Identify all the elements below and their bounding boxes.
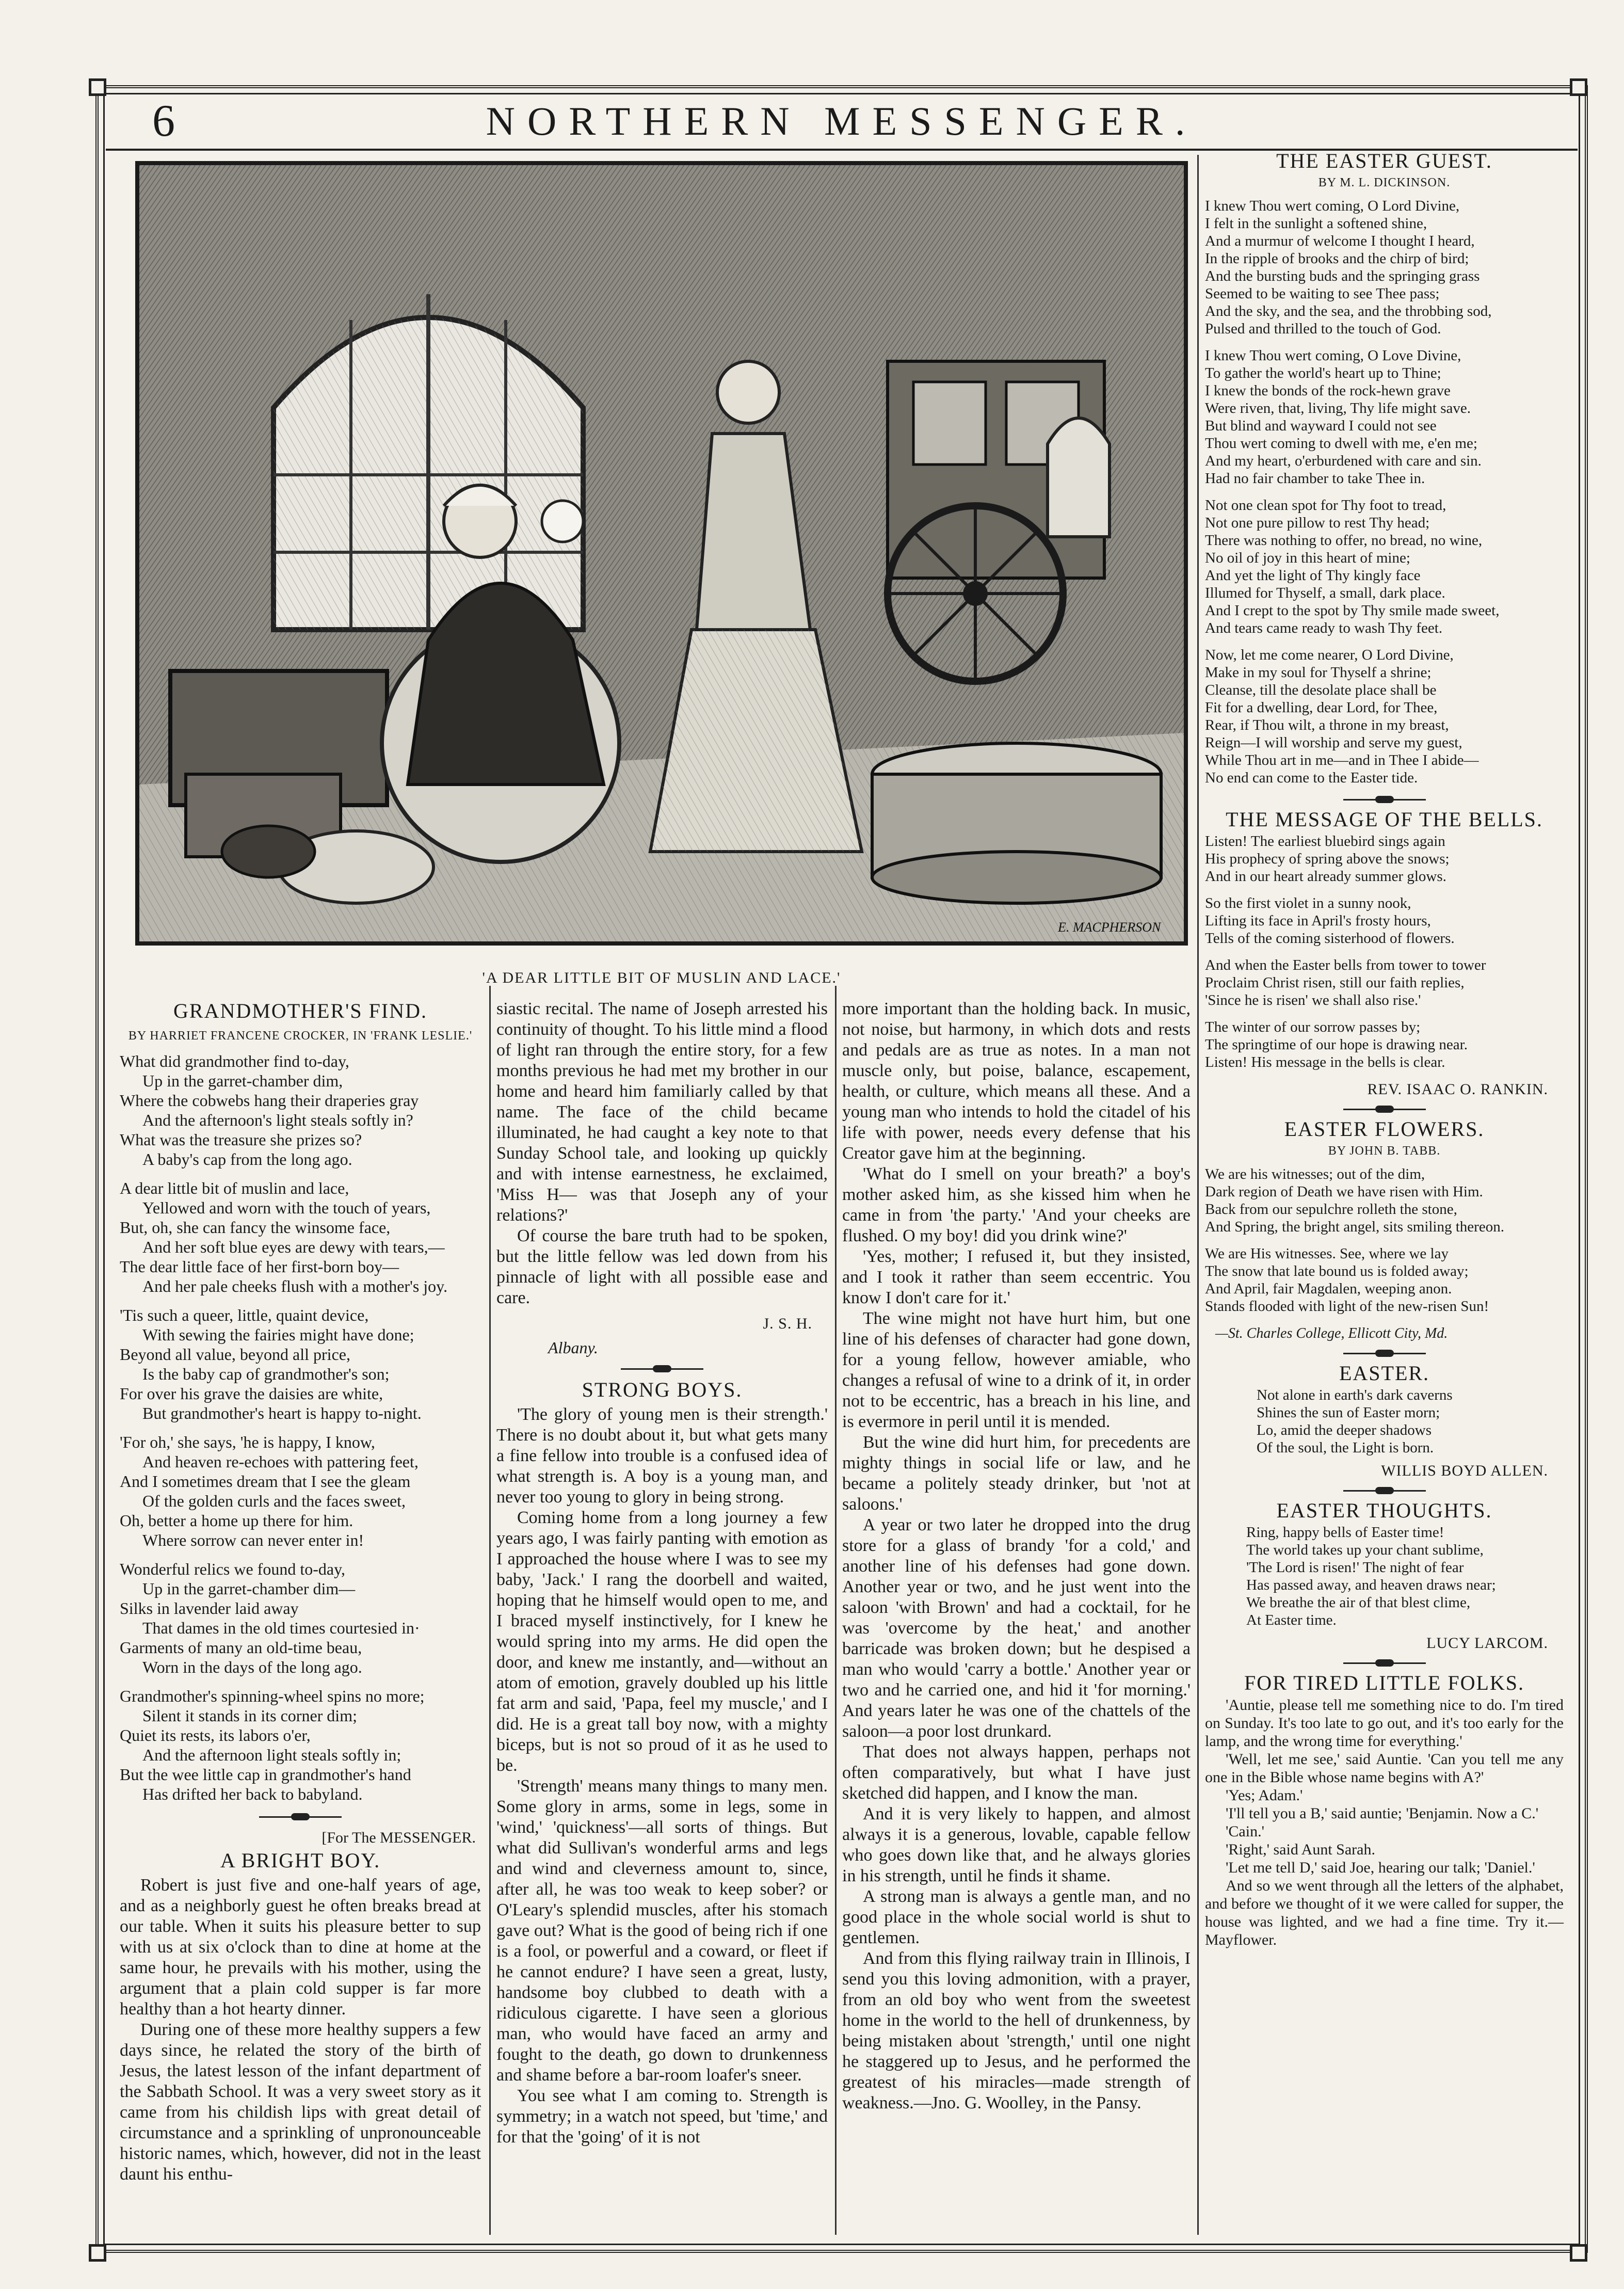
story-paragraph: Robert is just five and one-half years of age, and as a neighborly guest he often breaks bread at our table. When it suits his pleasure better to sup with us at six o'clock than to dine at home at the same hour, he prevails with his mother, using the argument that a plain cold supper is far more healthy than a hot hearty dinner. xyxy=(120,1876,481,2019)
poem-stanza xyxy=(1205,1165,1564,1236)
poem-line: And in our heart already summer glows. xyxy=(1205,868,1446,885)
poem-signature: LUCY LARCOM. xyxy=(1426,1635,1548,1652)
poem-stanza xyxy=(120,1178,481,1296)
poem-line: Pulsed and thrilled to the touch of God. xyxy=(1205,321,1441,337)
poem-line: And tears came ready to wash Thy feet. xyxy=(1205,620,1443,636)
poem-line: Wonderful relics we found to-day, xyxy=(120,1560,345,1578)
poem-line: And Spring, the bright angel, sits smiling thereon. xyxy=(1205,1219,1504,1235)
poem-line: Seemed to be waiting to see Thee pass; xyxy=(1205,285,1440,302)
poem-line: Listen! The earliest bluebird sings again xyxy=(1205,833,1445,850)
story-credit: [For The MESSENGER. xyxy=(321,1829,476,1846)
masthead xyxy=(106,95,1578,147)
story-paragraph: 'Right,' said Aunt Sarah. xyxy=(1226,1841,1375,1858)
poem-line: Not alone in earth's dark caverns xyxy=(1257,1387,1453,1403)
poem-line: I felt in the sunlight a softened shine, xyxy=(1205,215,1427,232)
poem-line: Up in the garret-chamber dim, xyxy=(142,1071,343,1090)
section-separator xyxy=(621,1365,703,1372)
poem-line: Worn in the days of the long ago. xyxy=(142,1658,362,1676)
article-paragraph: You see what I am coming to. Strength is symmetry; in a watch not speed, but 'time,' and for that the 'going' of it is not xyxy=(496,2086,828,2147)
poem-line: Oh, better a home up there for him. xyxy=(120,1511,353,1530)
article-paragraph: 'The glory of young men is their strength.' There is no doubt about it, but what gets many a fine fellow into trouble is a confused idea of what strength is. A boy is a young man, and never too young to glory in being strong. xyxy=(496,1405,828,1507)
poem-line: Not one clean spot for Thy foot to tread, xyxy=(1205,497,1446,514)
poem-line: At Easter time. xyxy=(1246,1612,1337,1628)
poem-line: I knew the bonds of the rock-hewn grave xyxy=(1205,382,1451,399)
poem-line: And the sky, and the sea, and the throbbing sod, xyxy=(1205,303,1492,319)
poem-message-of-bells xyxy=(1205,833,1564,1071)
poem-line: Cleanse, till the desolate place shall be xyxy=(1205,682,1437,698)
poem-line: But the wee little cap in grandmother's hand xyxy=(120,1765,411,1784)
poem-line: And my heart, o'erburdened with care and sin. xyxy=(1205,453,1482,469)
poem-line: Lo, amid the deeper shadows xyxy=(1257,1422,1432,1438)
poem-line: But blind and wayward I could not see xyxy=(1205,418,1437,434)
section-separator xyxy=(259,1813,342,1820)
poem-title-grandmothers-find: GRANDMOTHER'S FIND. xyxy=(173,999,427,1022)
section-separator xyxy=(1343,1106,1426,1113)
poem-line: Not one pure pillow to rest Thy head; xyxy=(1205,515,1430,531)
engraving-scene xyxy=(139,165,1184,941)
poem-line: The springtime of our hope is drawing near. xyxy=(1205,1036,1468,1053)
poem-line: 'For oh,' she says, 'he is happy, I know, xyxy=(120,1433,375,1451)
column-rule xyxy=(489,986,491,2235)
poem-line: What did grandmother find to-day, xyxy=(120,1052,349,1070)
poem-title-easter: EASTER. xyxy=(1339,1362,1430,1385)
poem-line: The world takes up your chant sublime, xyxy=(1246,1542,1484,1558)
poem-line: A dear little bit of muslin and lace, xyxy=(120,1179,349,1197)
poem-line: And when the Easter bells from tower to tower xyxy=(1205,957,1486,973)
poem-line: Silks in lavender laid away xyxy=(120,1599,299,1618)
poem-line: We are His witnesses. See, where we lay xyxy=(1205,1245,1449,1262)
poem-line: And the afternoon light steals softly in; xyxy=(142,1746,401,1764)
poem-stanza xyxy=(1205,497,1564,637)
poem-line: Has drifted her back to babyland. xyxy=(142,1785,363,1803)
poem-line: Lifting its face in April's frosty hours, xyxy=(1205,913,1431,929)
poem-line: Dark region of Death we have risen with Him. xyxy=(1205,1183,1483,1200)
poem-line: Back from our sepulchre rolleth the stone, xyxy=(1205,1201,1457,1218)
poem-line: 'Tis such a queer, little, quaint device, xyxy=(120,1306,369,1324)
poem-line: But, oh, she can fancy the winsome face, xyxy=(120,1218,391,1237)
poem-line: Quiet its rests, its labors o'er, xyxy=(120,1726,311,1744)
poem-line: Tells of the coming sisterhood of flowers. xyxy=(1205,930,1455,947)
poem-line: So the first violet in a sunny nook, xyxy=(1205,895,1411,911)
poem-line: But grandmother's heart is happy to-night. xyxy=(142,1404,422,1422)
story-paragraph: 'Cain.' xyxy=(1226,1823,1264,1840)
poem-line: Grandmother's spinning-wheel spins no more; xyxy=(120,1687,425,1705)
poem-line: A baby's cap from the long ago. xyxy=(142,1150,352,1168)
poem-line: We breathe the air of that blest clime, xyxy=(1246,1594,1471,1611)
poem-stanza xyxy=(120,1559,481,1677)
poem-stanza xyxy=(1205,1018,1564,1071)
poem-easter xyxy=(1205,1386,1564,1456)
poem-stanza xyxy=(1205,956,1564,1009)
article-paragraph: A year or two later he dropped into the drug store for a glass of brandy 'for a cold,' and another line of his defenses had gone down. Another year or two, and he just went into the saloon 'with Brown' and had a cocktail, for he was 'overcome by the heat,' and another barricade was broken down; but he despised a man who would 'carry a bottle.' Another year or two and he carried one, and hid it 'for morning.' And years later he was one of the chattels of the saloon—a poor lost drunkard. xyxy=(842,1515,1191,1741)
article-paragraph: Coming home from a long journey a few years ago, I was fairly panting with emotion as I approached the house where I was to see my baby, 'Jack.' I rang the doorbell and waited, hoping that he himself would open to me, and I braced myself instinctively, for I knew he would spring into my arms. He did open the door, and knew me instantly, and—without an atom of emotion, gravely doubled up his little fat arm and said, 'Papa, feel my muscle,' and I did. He is a great tall boy now, with a mighty biceps, but is not so proud of it as he used to be. xyxy=(496,1508,828,1775)
article-paragraph: And from this flying railway train in Illinois, I send you this loving admonition, with a prayer, from an old boy who went from the sweetest home in the world to the hell of drunkenness, by being mistaken about 'strength,' until one night he staggered up to Jesus, and he performed the greatest of his miracles—made strength of weakness.—Jno. G. Woolley, in the Pansy. xyxy=(842,1949,1191,2112)
newspaper-title: NORTHERN MESSENGER. xyxy=(486,99,1198,143)
poem-line: Shines the sun of Easter morn; xyxy=(1257,1404,1440,1421)
poem-line: Ring, happy bells of Easter time! xyxy=(1246,1524,1444,1541)
poem-stanza xyxy=(1205,646,1564,787)
poem-line: And heaven re-echoes with pattering feet, xyxy=(142,1452,419,1471)
poem-stanza xyxy=(1205,894,1564,947)
poem-line: That dames in the old times courtesied in· xyxy=(142,1619,420,1637)
poem-line: What was the treasure she prizes so? xyxy=(120,1130,362,1149)
poem-line: Of the soul, the Light is born. xyxy=(1257,1439,1434,1456)
column-3 xyxy=(842,999,1191,2114)
poem-line: No end can come to the Easter tide. xyxy=(1205,770,1418,786)
article-title-strong-boys: STRONG BOYS. xyxy=(582,1378,743,1401)
poem-line: And I crept to the spot by Thy smile made sweet, xyxy=(1205,602,1500,619)
story-paragraph: siastic recital. The name of Joseph arrested his continuity of thought. To his little mind a flood of light ran through the entire story, for a few months previous he had met my brother in our home and heard him familiarly called by that name. The face of the child became illuminated, he had caught a key note to that Sunday School tale, and looking up quickly and with intense earnestness, he exclaimed, 'Miss H— was that Joseph any of your relations?' xyxy=(496,999,828,1225)
page-number: 6 xyxy=(152,96,175,146)
poem-line: Were riven, that, living, Thy life might save. xyxy=(1205,400,1471,417)
poem-stanza xyxy=(120,1432,481,1550)
poem-line: The winter of our sorrow passes by; xyxy=(1205,1019,1421,1035)
article-paragraph: 'Yes, mother; I refused it, but they insisted, and I took it rather than seem eccentric. You know I don't care for it.' xyxy=(842,1247,1191,1307)
poem-line: To gather the world's heart up to Thine; xyxy=(1205,365,1441,381)
poem-title-message-of-bells: THE MESSAGE OF THE BELLS. xyxy=(1226,808,1543,831)
poem-line: In the ripple of brooks and the chirp of bird; xyxy=(1205,250,1469,267)
poem-line: And I sometimes dream that I see the gleam xyxy=(120,1472,411,1491)
poem-line: I knew Thou wert coming, O Lord Divine, xyxy=(1205,198,1460,214)
poem-line: There was nothing to offer, no bread, no wine, xyxy=(1205,532,1483,549)
story-place: Albany. xyxy=(548,1338,598,1357)
poem-easter-flowers xyxy=(1205,1165,1564,1315)
story-paragraph: 'Well, let me see,' said Auntie. 'Can you tell me any one in the Bible whose name begins with A?' xyxy=(1205,1751,1564,1786)
poem-byline: BY JOHN B. TABB. xyxy=(1328,1144,1441,1158)
poem-line: We are his witnesses; out of the dim, xyxy=(1205,1166,1425,1182)
poem-line: Has passed away, and heaven draws near; xyxy=(1246,1577,1496,1593)
column-2 xyxy=(496,999,828,2148)
story-paragraph: 'I'll tell you a B,' said auntie; 'Benjamin. Now a C.' xyxy=(1226,1805,1539,1822)
poem-line: His prophecy of spring above the snows; xyxy=(1205,851,1450,867)
poem-line: Illumed for Thyself, a small, dark place. xyxy=(1205,585,1445,601)
article-paragraph: more important than the holding back. In music, not noise, but harmony, in which dots and rests and pedals are as true as notes. In a man not muscle only, but poise, balance, escapement, health, or culture, which means all these. And a young man who intends to hold the citadel of his life with power, needs every defense that his Creator gave him at the beginning. xyxy=(842,999,1191,1163)
column-4 xyxy=(1205,150,1564,1949)
poem-byline: BY HARRIET FRANCENE CROCKER, IN 'FRANK LESLIE.' xyxy=(128,1029,473,1043)
poem-line: And a murmur of welcome I thought I heard, xyxy=(1205,233,1475,249)
poem-line: Beyond all value, beyond all price, xyxy=(120,1345,350,1364)
poem-line: Proclaim Christ risen, still our faith replies, xyxy=(1205,974,1465,991)
article-paragraph: But the wine did hurt him, for precedents are mighty things in social life or law, and he became a politely steady drinker, but 'not at saloons.' xyxy=(842,1433,1191,1514)
story-paragraph: Of course the bare truth had to be spoken, but the little fellow was led down from his pinnacle of light with all possible ease and care. xyxy=(496,1226,828,1307)
section-separator xyxy=(1343,796,1426,803)
poem-line: And yet the light of Thy kingly face xyxy=(1205,567,1421,584)
section-separator xyxy=(1343,1487,1426,1494)
poem-signature: REV. ISAAC O. RANKIN. xyxy=(1367,1081,1548,1098)
poem-line: Reign—I will worship and serve my guest, xyxy=(1205,734,1462,751)
poem-line: 'Since he is risen' we shall also rise.' xyxy=(1205,992,1421,1009)
poem-line: Silent it stands in its corner dim; xyxy=(142,1706,357,1725)
article-paragraph: 'Strength' means many things to many men. Some glory in arms, some in legs, some in 'wind,' 'quickness'—all sorts of things. But what did Sullivan's wonderful arms and legs and wind and cleverness amount to, since, after all, he was too weak to keep sober? or O'Leary's splendid muscles, after his stomach gave out? What is the good of being rich if one is a fool, or powerful and a coward, or fleet if he cannot endure? I have seen a great, lusty, handsome boy clubbed to death with a ridiculous cigarette. I have seen a glorious man, who would have faced an army and fought to the death, go down to drunkenness and shame before a bar-room loafer's sneer. xyxy=(496,1776,828,2085)
poem-line: Make in my soul for Thyself a shrine; xyxy=(1205,664,1432,681)
poem-line: Is the baby cap of grandmother's son; xyxy=(142,1365,390,1383)
poem-line: Garments of many an old-time beau, xyxy=(120,1638,362,1657)
poem-line: Up in the garret-chamber dim— xyxy=(142,1579,356,1598)
poem-line: Where sorrow can never enter in! xyxy=(142,1531,364,1549)
poem-signature: WILLIS BOYD ALLEN. xyxy=(1381,1462,1548,1479)
poem-stanza xyxy=(120,1305,481,1423)
border-corner-ornament xyxy=(1570,2244,1587,2262)
poem-line: 'The Lord is risen!' The night of fear xyxy=(1246,1559,1464,1576)
story-paragraph: During one of these more healthy suppers a few days since, he related the story of the birth of Jesus, the latest lesson of the infant department of the Sabbath School. It was a very sweet story as it came from his childish lips with great detail of circumstance and a sprinkling of unpronounceable historic names, which, however, did not in the least daunt his enthu- xyxy=(120,2020,481,2184)
engraver-signature: E. MACPHERSON xyxy=(1058,920,1161,935)
article-paragraph: 'What do I smell on your breath?' a boy's mother asked him, as she kissed him when he came in from 'the party.' 'And your cheeks are flushed. O my boy! did you drink wine?' xyxy=(842,1164,1191,1245)
poem-line: And her soft blue eyes are dewy with tears,— xyxy=(142,1238,445,1256)
poem-grandmothers-find xyxy=(120,1051,481,1804)
poem-line: Fit for a dwelling, dear Lord, for Thee, xyxy=(1205,699,1438,716)
poem-line: Thou wert coming to dwell with me, e'en me; xyxy=(1205,435,1477,452)
poem-line: Yellowed and worn with the touch of years, xyxy=(142,1198,431,1217)
poem-line: And the bursting buds and the springing grass xyxy=(1205,268,1480,284)
poem-line: Had no fair chamber to take Thee in. xyxy=(1205,470,1425,487)
poem-title-easter-guest: THE EASTER GUEST. xyxy=(1276,149,1492,172)
poem-stanza xyxy=(120,1051,481,1169)
poem-stanza xyxy=(120,1686,481,1804)
story-title-for-tired-little-folks: FOR TIRED LITTLE FOLKS. xyxy=(1244,1671,1525,1694)
story-paragraph: 'Auntie, please tell me something nice to do. I'm tired on Sunday. It's too late to go out, and it's too early for the lamp, and the wrong time for everything.' xyxy=(1205,1696,1564,1750)
poem-line: Now, let me come nearer, O Lord Divine, xyxy=(1205,647,1454,663)
poem-title-easter-flowers: EASTER FLOWERS. xyxy=(1284,1117,1485,1141)
poem-line: While Thou art in me—and in Thee I abide— xyxy=(1205,752,1479,769)
poem-line: Where the cobwebs hang their draperies gray xyxy=(120,1091,419,1110)
poem-line: No oil of joy in this heart of mine; xyxy=(1205,550,1410,566)
section-separator xyxy=(1343,1350,1426,1357)
article-paragraph: That does not always happen, perhaps not often comparatively, but what I have just sketched did happen, and I know the man. xyxy=(842,1742,1191,1803)
column-1 xyxy=(120,999,481,2185)
poem-easter-guest xyxy=(1205,197,1564,787)
column-rule xyxy=(1197,155,1199,2235)
story-paragraph: 'Let me tell D,' said Joe, hearing our talk; 'Daniel.' xyxy=(1226,1859,1535,1876)
poem-line: For over his grave the daisies are white, xyxy=(120,1384,383,1403)
poem-line: With sewing the fairies might have done; xyxy=(142,1325,414,1344)
poem-line: I knew Thou wert coming, O Love Divine, xyxy=(1205,347,1461,364)
article-paragraph: The wine might not have hurt him, but one line of his defenses of character had gone down, for a young fellow, however amiable, who changes a refusal of wine to a drink of it, in order not to be eccentric, has a breach in his line, and is evermore in peril until it is mended. xyxy=(842,1309,1191,1431)
poem-stanza xyxy=(1205,833,1564,885)
story-paragraph: 'Yes; Adam.' xyxy=(1226,1787,1303,1804)
poem-line: And April, fair Magdalen, weeping anon. xyxy=(1205,1280,1452,1297)
article-paragraph: A strong man is always a gentle man, and no good place in the whole social world is shut to gentlemen. xyxy=(842,1887,1191,1947)
poem-line: Stands flooded with light of the new-risen Sun! xyxy=(1205,1298,1489,1315)
article-paragraph: And it is very likely to happen, and almost always it is a generous, lovable, capable fellow who goes down like that, and he always glories in his strength, until he finds it shame. xyxy=(842,1804,1191,1885)
poem-line: Listen! His message in the bells is clear. xyxy=(1205,1054,1445,1070)
border-corner-ornament xyxy=(89,78,106,96)
poem-line: And the afternoon's light steals softly in? xyxy=(142,1111,413,1129)
border-corner-ornament xyxy=(89,2244,106,2262)
story-signature: J. S. H. xyxy=(763,1315,812,1332)
column-rule xyxy=(835,986,837,2235)
poem-stanza xyxy=(1205,197,1564,338)
story-title-a-bright-boy: A BRIGHT BOY. xyxy=(220,1849,381,1872)
illustration-caption: 'A DEAR LITTLE BIT OF MUSLIN AND LACE.' xyxy=(482,969,841,986)
section-separator xyxy=(1343,1659,1426,1667)
poem-signature: —St. Charles College, Ellicott City, Md. xyxy=(1215,1325,1448,1341)
poem-stanza xyxy=(1205,347,1564,487)
poem-title-easter-thoughts: EASTER THOUGHTS. xyxy=(1276,1499,1492,1522)
story-paragraph: And so we went through all the letters of the alphabet, and before we thought of it we were called for supper, the house was lighted, and we had a fine time. Try it.—Mayflower. xyxy=(1205,1877,1564,1948)
poem-line: Of the golden curls and the faces sweet, xyxy=(142,1492,406,1510)
engraving-illustration xyxy=(135,161,1188,946)
poem-stanza xyxy=(1205,1245,1564,1315)
poem-line: The snow that late bound us is folded away; xyxy=(1205,1263,1469,1279)
border-corner-ornament xyxy=(1570,78,1587,96)
poem-line: And her pale cheeks flush with a mother's joy. xyxy=(142,1277,448,1295)
poem-byline: BY M. L. DICKINSON. xyxy=(1318,176,1451,189)
poem-line: Rear, if Thou wilt, a throne in my breast, xyxy=(1205,717,1449,733)
poem-line: The dear little face of her first-born boy— xyxy=(120,1257,399,1276)
poem-easter-thoughts xyxy=(1205,1524,1564,1629)
